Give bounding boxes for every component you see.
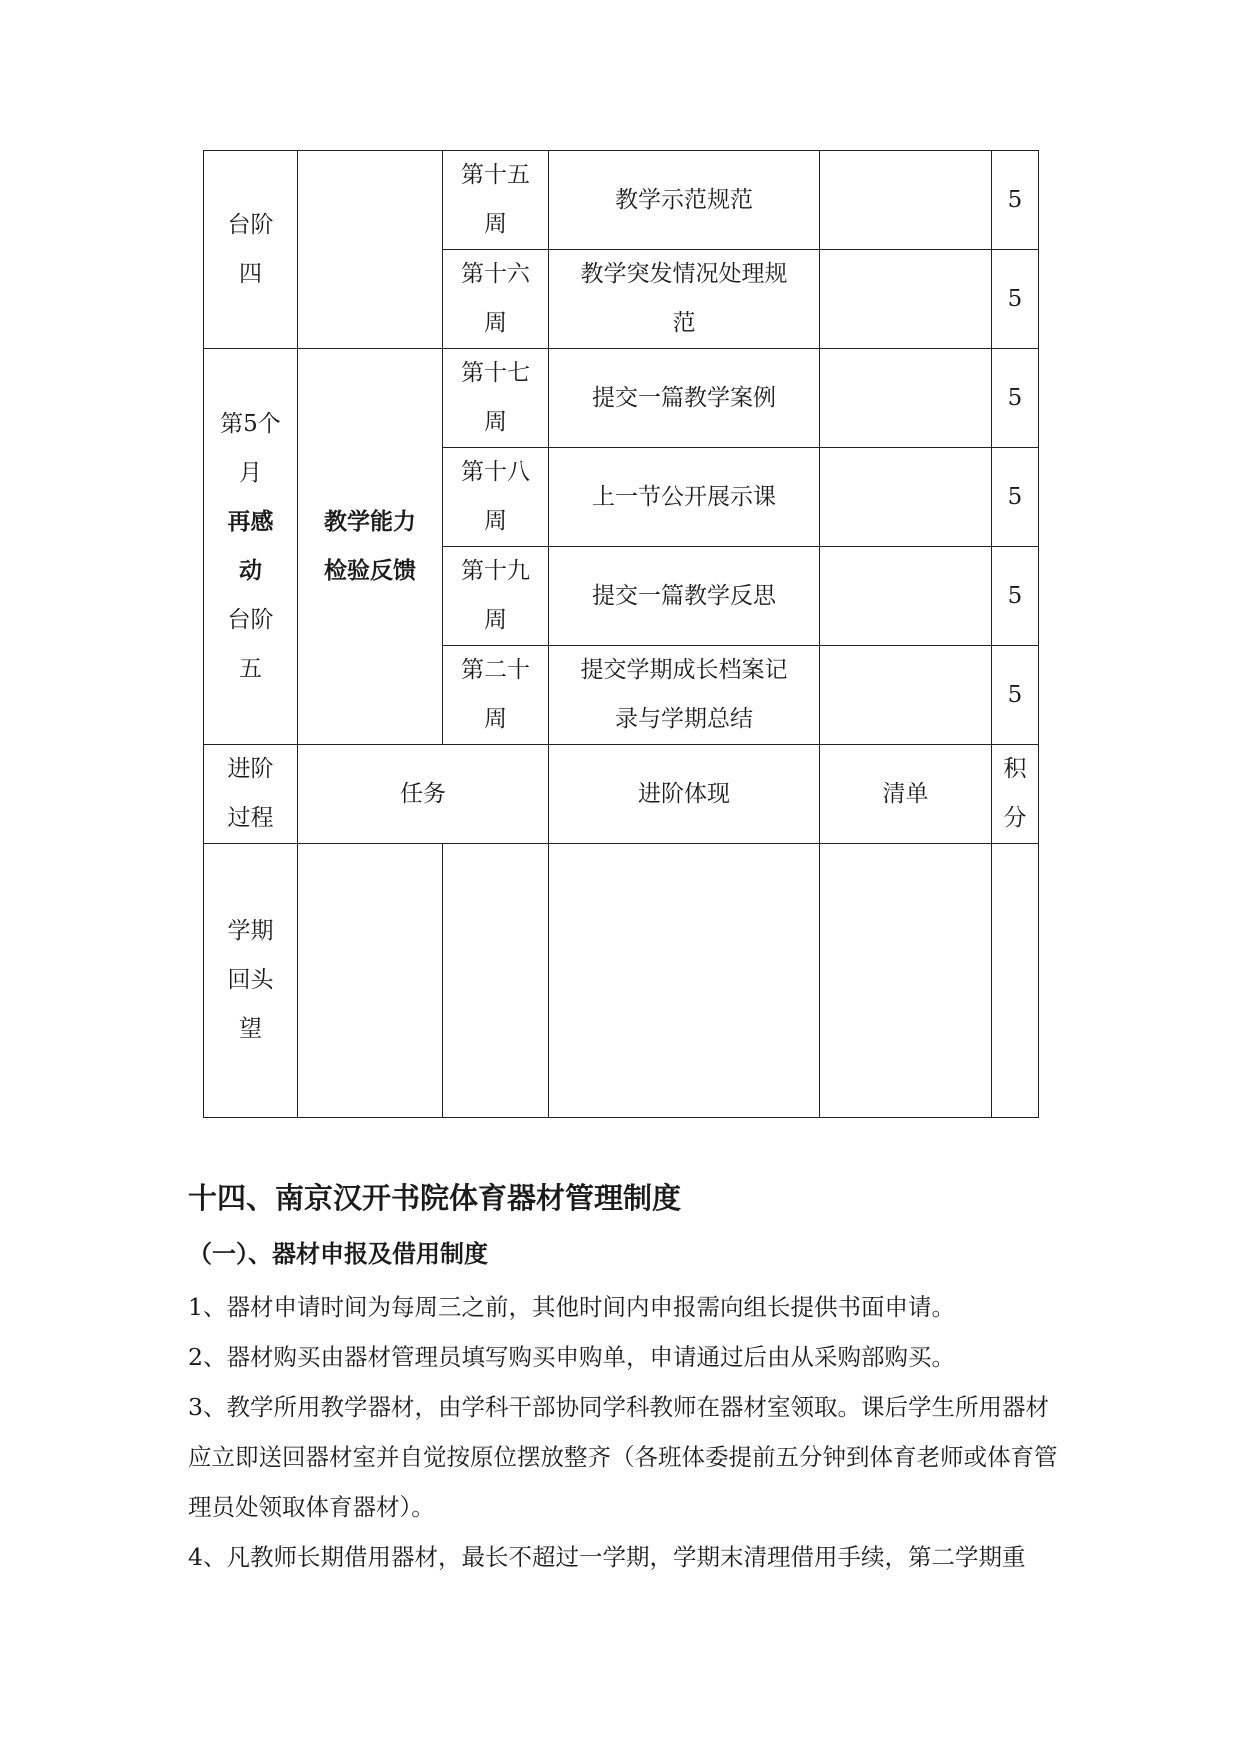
week-label: 第二十周 bbox=[461, 657, 530, 732]
review-cell bbox=[298, 844, 443, 1118]
week-label: 第十八周 bbox=[461, 459, 530, 534]
paragraph: 2、器材购买由器材管理员填写购买申购单，申请通过后由从采购部购买。 bbox=[188, 1343, 955, 1371]
table-header-row bbox=[204, 745, 1039, 844]
header-task-cell bbox=[298, 745, 549, 844]
content-label: 提交一篇教学案例 bbox=[592, 384, 776, 411]
content-label: 提交学期成长档案记录与学期总结 bbox=[580, 657, 788, 732]
content-cell bbox=[549, 349, 820, 448]
week-label: 第十六周 bbox=[461, 261, 530, 336]
section-title: 十四、南京汉开书院体育器材管理制度 bbox=[188, 1181, 682, 1215]
table-row bbox=[204, 151, 1039, 250]
week-cell bbox=[443, 250, 549, 349]
stage5-name: 台阶五 bbox=[227, 606, 274, 682]
list-cell bbox=[820, 448, 992, 547]
week-label: 第十五周 bbox=[461, 162, 530, 237]
content-label: 提交一篇教学反思 bbox=[592, 582, 776, 609]
content-label: 教学示范规范 bbox=[615, 186, 753, 213]
stage4-task-cell bbox=[298, 151, 443, 349]
week-cell bbox=[443, 448, 549, 547]
stage5-theme: 再感动 bbox=[227, 508, 274, 584]
review-label: 学期回头望 bbox=[227, 918, 274, 1042]
week-cell bbox=[443, 646, 549, 745]
score-cell bbox=[992, 151, 1039, 250]
review-cell bbox=[549, 844, 820, 1118]
week-cell bbox=[443, 151, 549, 250]
score-cell bbox=[992, 646, 1039, 745]
week-cell bbox=[443, 349, 549, 448]
header-list: 清单 bbox=[882, 780, 929, 807]
score-value: 5 bbox=[1007, 681, 1023, 708]
table-row bbox=[204, 349, 1039, 448]
score-value: 5 bbox=[1007, 186, 1023, 213]
stage4-name-cell bbox=[204, 151, 298, 349]
stage4-name: 台阶四 bbox=[227, 211, 274, 287]
header-manifest-cell bbox=[549, 745, 820, 844]
week-label: 第十九周 bbox=[461, 558, 530, 633]
stage5-name-cell bbox=[204, 349, 298, 745]
score-value: 5 bbox=[1007, 582, 1023, 609]
review-cell bbox=[820, 844, 992, 1118]
review-row bbox=[204, 844, 1039, 1118]
header-list-cell bbox=[820, 745, 992, 844]
review-cell bbox=[992, 844, 1039, 1118]
score-value: 5 bbox=[1007, 285, 1023, 312]
header-points: 积分 bbox=[1003, 756, 1027, 831]
paragraph: 3、教学所用教学器材，由学科干部协同学科教师在器材室领取。课后学生所用器材应立即送回器材室并自觉按原位摆放整齐（各班体委提前五分钟到体育老师或体育管理员处领取体育器材）。 bbox=[188, 1393, 1058, 1521]
section-subtitle: （一）、器材申报及借用制度 bbox=[188, 1240, 488, 1268]
list-cell bbox=[820, 151, 992, 250]
paragraph: 4、凡教师长期借用器材，最长不超过一学期，学期末清理借用手续，第二学期重 bbox=[188, 1543, 1026, 1571]
growth-plan-table bbox=[203, 150, 1039, 1118]
list-cell bbox=[820, 547, 992, 646]
score-cell bbox=[992, 250, 1039, 349]
header-points-cell bbox=[992, 745, 1039, 844]
score-cell bbox=[992, 349, 1039, 448]
review-label-cell bbox=[204, 844, 298, 1118]
content-label: 教学突发情况处理规范 bbox=[580, 261, 788, 336]
stage5-task: 教学能力检验反馈 bbox=[324, 508, 416, 584]
week-cell bbox=[443, 547, 549, 646]
header-task: 任务 bbox=[400, 780, 446, 807]
score-value: 5 bbox=[1007, 384, 1023, 411]
content-cell bbox=[549, 448, 820, 547]
list-cell bbox=[820, 349, 992, 448]
content-cell bbox=[549, 646, 820, 745]
score-cell bbox=[992, 547, 1039, 646]
score-cell bbox=[992, 448, 1039, 547]
stage5-month: 第5个月 bbox=[220, 410, 281, 486]
content-cell bbox=[549, 547, 820, 646]
header-process: 进阶过程 bbox=[227, 756, 274, 831]
week-label: 第十七周 bbox=[461, 360, 530, 435]
review-cell bbox=[443, 844, 549, 1118]
content-label: 上一节公开展示课 bbox=[592, 483, 776, 510]
content-cell bbox=[549, 151, 820, 250]
list-cell bbox=[820, 646, 992, 745]
score-value: 5 bbox=[1007, 483, 1023, 510]
header-process-cell bbox=[204, 745, 298, 844]
list-cell bbox=[820, 250, 992, 349]
stage5-task-cell bbox=[298, 349, 443, 745]
paragraph: 1、器材申请时间为每周三之前，其他时间内申报需向组长提供书面申请。 bbox=[188, 1293, 955, 1321]
header-manifest: 进阶体现 bbox=[638, 780, 730, 807]
content-cell bbox=[549, 250, 820, 349]
section-body bbox=[188, 1282, 1058, 1582]
